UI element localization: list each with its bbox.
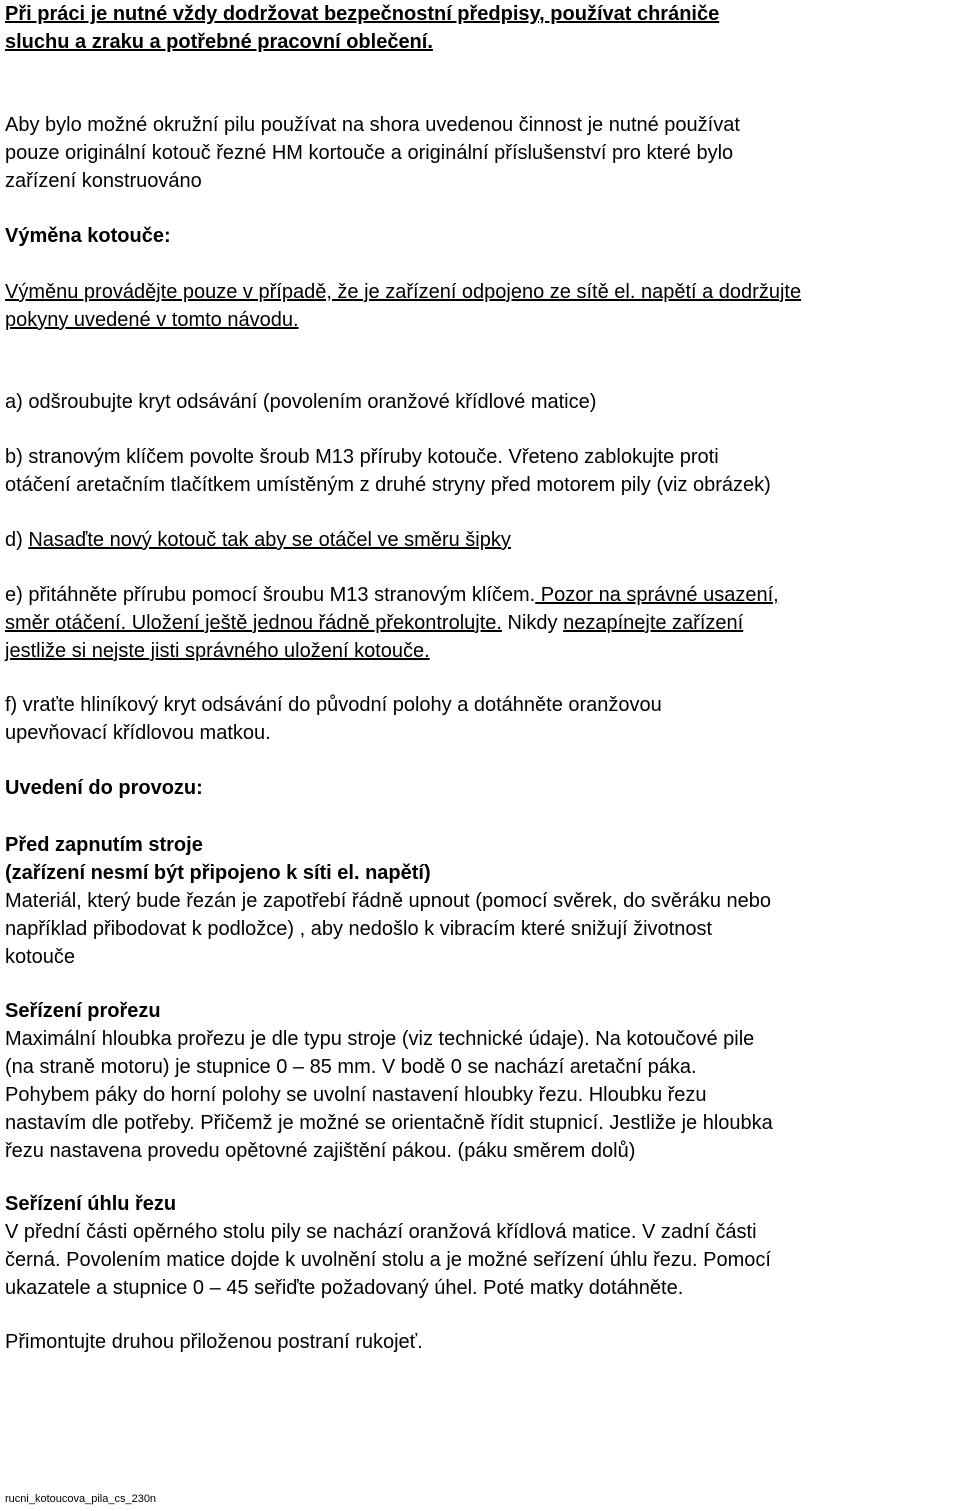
angle-heading: Seřízení úhlu řezu — [5, 1193, 177, 1215]
before-start-section — [5, 831, 955, 971]
step-e-line-2-warning: směr otáčení. Uložení ještě jednou řádně překontrolujte. — [5, 612, 502, 634]
blade-change-heading: Výměna kotouče: — [5, 225, 171, 247]
depth-line-4: nastavím dle potřeby. Přičemž je možné se orientačně řídit stupnicí. Jestliže je hloubka — [5, 1112, 773, 1134]
depth-line-3: Pohybem páky do horní polohy se uvolní nastavení hloubky řezu. Hloubku řezu — [5, 1084, 707, 1106]
step-b-line-2: otáčení aretačním tlačítkem umístěným z druhé stryny před motorem pily (viz obrázek) — [5, 474, 771, 496]
step-f-line-1: f) vraťte hliníkový kryt odsávání do původní polohy a dotáhněte oranžovou — [5, 694, 662, 716]
startup-heading: Uvedení do provozu: — [5, 777, 203, 799]
footer-filename: rucni_kotoucova_pila_cs_230n — [5, 1493, 157, 1505]
blade-change-note — [5, 278, 955, 334]
step-e-line-1 — [5, 581, 955, 609]
step-b-line-1: b) stranovým klíčem povolte šroub M13 příruby kotouče. Vřeteno zablokujte proti — [5, 446, 719, 468]
step-f — [5, 691, 955, 747]
step-d-text: Nasaďte nový kotouč tak aby se otáčel ve směru šipky — [28, 529, 511, 551]
intro-line-3: zařízení konstruováno — [5, 170, 202, 192]
depth-line-5: řezu nastavena provedu opětovné zajištění pákou. (páku směrem dolů) — [5, 1140, 636, 1162]
safety-warning — [5, 0, 955, 56]
depth-line-2: (na straně motoru) je stupnice 0 – 85 mm. V bodě 0 se nachází aretační páka. — [5, 1056, 697, 1078]
blade-note-line-2: pokyny uvedené v tomto návodu. — [5, 309, 299, 331]
angle-line-1: V přední části opěrného stolu pily se nachází oranžová křídlová matice. V zadní části — [5, 1221, 757, 1243]
step-e-line-1-warning: Pozor na správné usazení, — [535, 584, 779, 606]
step-e — [5, 581, 955, 665]
before-start-line-1: Materiál, který bude řezán je zapotřebí řádně upnout (pomocí svěrek, do svěráku nebo — [5, 890, 771, 912]
depth-heading: Seřízení prořezu — [5, 1000, 161, 1022]
step-d — [5, 526, 955, 554]
angle-section — [5, 1190, 955, 1302]
handle-instruction: Přimontujte druhou přiloženou postraní rukojeť. — [5, 1331, 423, 1353]
step-f-line-2: upevňovací křídlovou matkou. — [5, 722, 271, 744]
intro-line-1: Aby bylo možné okružní pilu používat na shora uvedenou činnost je nutné používat — [5, 114, 740, 136]
step-e-line-2-warning-2: nezapínejte zařízení — [563, 612, 744, 634]
before-start-heading: Před zapnutím stroje — [5, 834, 203, 856]
angle-line-3: ukazatele a stupnice 0 – 45 seřiďte požadovaný úhel. Poté matky dotáhněte. — [5, 1277, 684, 1299]
step-a: a) odšroubujte kryt odsávání (povolením oranžové křídlové matice) — [5, 391, 597, 413]
step-d-prefix: d) — [5, 529, 29, 551]
step-e-line-2 — [5, 609, 955, 637]
blade-note-line-1: Výměnu provádějte pouze v případě, že je zařízení odpojeno ze sítě el. napětí a dodržujte — [5, 281, 802, 303]
angle-line-2: černá. Povolením matice dojde k uvolnění stolu a je možné seřízení úhlu řezu. Pomocí — [5, 1249, 771, 1271]
before-start-line-3: kotouče — [5, 946, 76, 968]
depth-section — [5, 997, 955, 1165]
before-start-line-2: například přibodovat k podložce) , aby nedošlo k vibracím které snižují životnost — [5, 918, 713, 940]
safety-line-1: Při práci je nutné vždy dodržovat bezpečnostní předpisy, používat chrániče — [5, 3, 720, 25]
safety-line-2: sluchu a zraku a potřebné pracovní oblečení. — [5, 31, 433, 53]
step-e-line-1-plain: e) přitáhněte přírubu pomocí šroubu M13 stranovým klíčem. — [5, 584, 536, 606]
intro-line-2: pouze originální kotouč řezné HM kortouče a originální příslušenství pro které bylo — [5, 142, 734, 164]
before-start-subheading: (zařízení nesmí být připojeno k síti el. napětí) — [5, 862, 431, 884]
step-b — [5, 443, 955, 499]
depth-line-1: Maximální hloubka prořezu je dle typu stroje (viz technické údaje). Na kotoučové pile — [5, 1028, 755, 1050]
step-e-line-3: jestliže si nejste jisti správného uložení kotouče. — [5, 640, 430, 662]
intro-paragraph — [5, 111, 955, 195]
step-e-line-2-plain: Nikdy — [501, 612, 564, 634]
